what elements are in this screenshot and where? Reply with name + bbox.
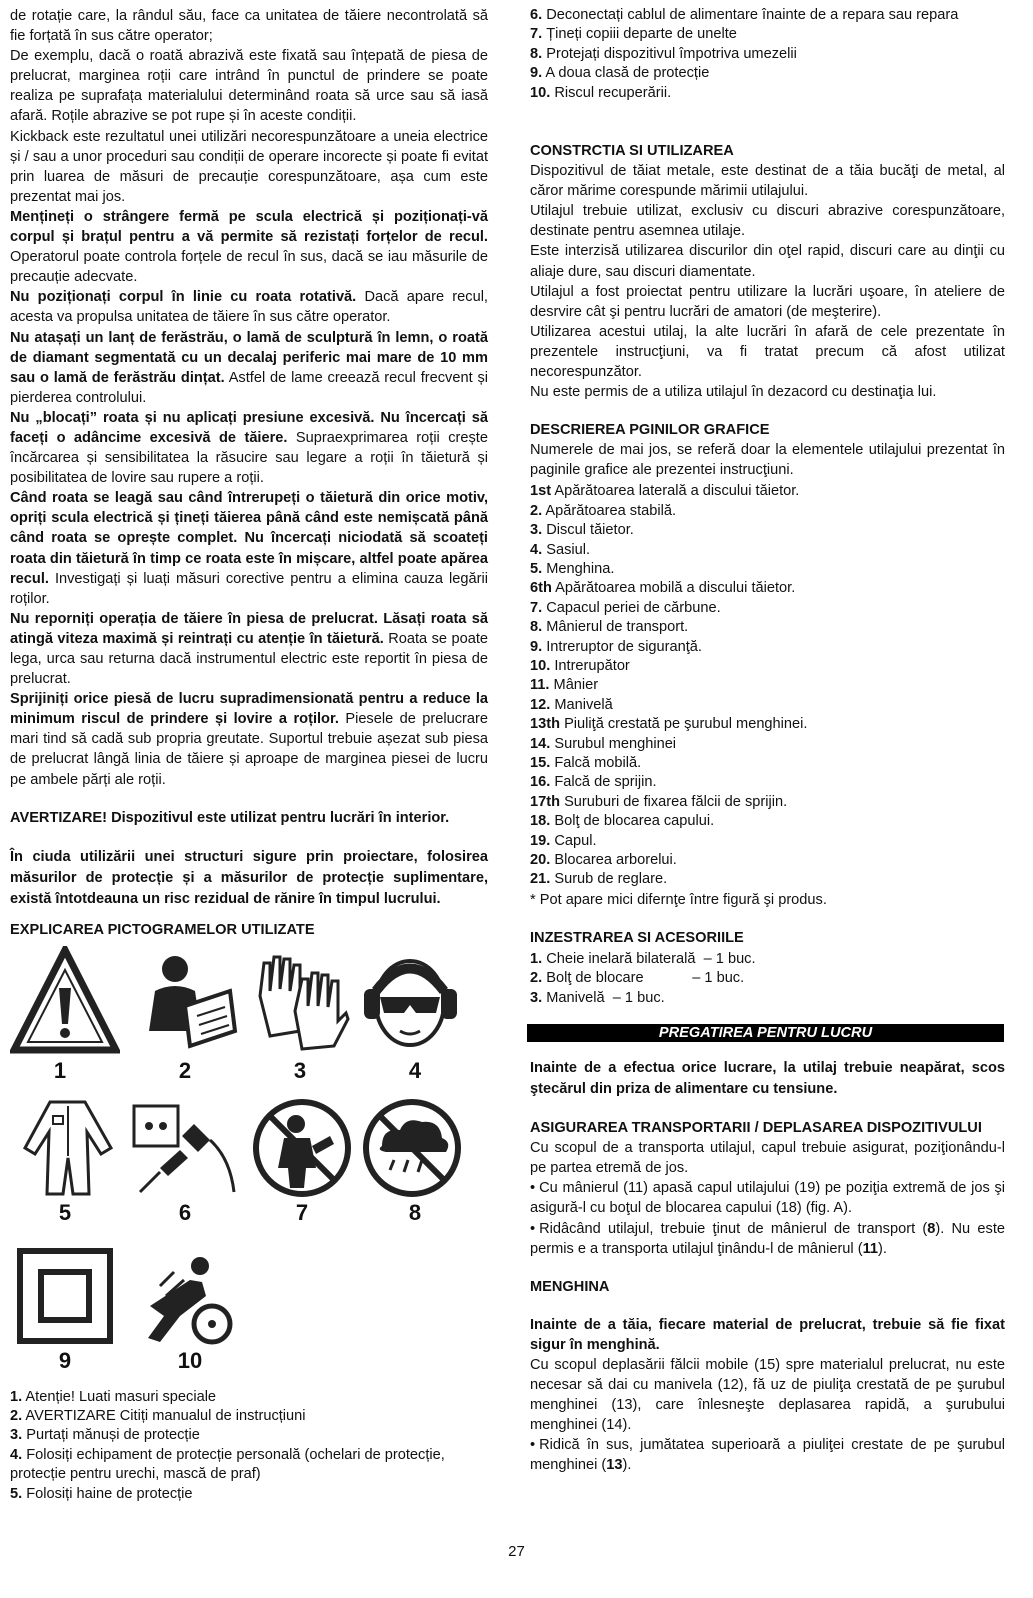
vise-warning: Inainte de a tăia, fiecare material de prelucrat, trebuie să fie fixat sigur în menghină. bbox=[530, 1316, 1005, 1353]
list-item: 8. Mânierul de transport. bbox=[530, 619, 689, 636]
list-item: 14. Surubul menghinei bbox=[530, 735, 677, 752]
preparation-warning: Inainte de a efectua orice lucrare, la utilaj trebuie neapărat, scos ştecărul din priza de alimentare cu tensiune. bbox=[530, 1060, 1005, 1098]
blades-rest: Astfel de lame creează recul frecvent și pierderea controlului. bbox=[10, 369, 488, 406]
list-item: 6th Apărătoarea mobilă a discului tăietor. bbox=[530, 580, 796, 597]
construction-paragraph: Dispozitivul de tăiat metale, este destinat de a tăia bucăţi de metal, al căror mărime corespunde mărimii utilajului. bbox=[530, 163, 1005, 200]
list-item: 20. Blocarea arborelui. bbox=[530, 852, 677, 869]
list-item: 1st Apărătoarea laterală a discului tăietor. bbox=[530, 483, 800, 500]
support-bold: Sprijiniți orice piesă de lucru supradimensionată pentru a reduce la minimum riscul de prindere și lovire a roților. bbox=[10, 691, 488, 728]
construction-paragraph: Utilizarea acestui utilaj, la alte lucrări în afară de cele prezentate în prezentele instrucţiuni, va fi tratat precum că afost utilizat necorespunzător. bbox=[530, 323, 1005, 380]
picto-number-2: 2 bbox=[178, 1057, 192, 1083]
construction-paragraph: Nu este permis de a utiliza utilajul în dezacord cu destinaţia lui. bbox=[530, 384, 937, 401]
list-item: 19. Capul. bbox=[530, 832, 597, 849]
paragraph-rotation: de rotație care, la rândul său, face ca unitatea de tăiere necontrolată să fie forțată în sus către operator; bbox=[10, 8, 488, 45]
pictogram-legend bbox=[10, 1388, 488, 1504]
jam-bold: Nu „blocați” roata și nu aplicați presiune excesivă. Nu încercați să faceți o adâncime excesivă de tăiere. bbox=[10, 409, 488, 446]
paragraph-grip bbox=[10, 207, 488, 287]
restart-bold: Nu reporniți operația de tăiere în piesa de prelucrat. Lăsați roata să atingă viteza maximă și reintrați cu atenție în tăietură. bbox=[10, 610, 488, 647]
list-item: 6. Deconectați cablul de alimentare înainte de a repara sau repara bbox=[530, 7, 959, 23]
paragraph-binding bbox=[10, 488, 488, 609]
kickback-risk-icon bbox=[130, 1246, 240, 1346]
list-item: 10. Riscul recuperării. bbox=[530, 84, 672, 101]
unplug-icon bbox=[130, 1098, 240, 1198]
section-banner: PREGATIREA PENTRU LUCRU bbox=[527, 1024, 1004, 1042]
paragraph-support bbox=[10, 689, 488, 789]
keep-children-away-icon bbox=[250, 1096, 355, 1200]
binding-rest: Investigați și luați măsuri corective pentru a elimina cauza legării roților. bbox=[10, 570, 488, 607]
list-item: 15. Falcă mobilă. bbox=[530, 755, 642, 772]
indoor-warning: AVERTIZARE! Dispozitivul este utilizat pentru lucrări în interior. bbox=[10, 809, 450, 826]
class-two-protection-icon bbox=[15, 1246, 115, 1346]
list-item: 5. Folosiți haine de protecție bbox=[10, 1485, 193, 1502]
construction-title: CONSTRCTIA SI UTILIZAREA bbox=[530, 143, 734, 160]
list-item: 3. Purtați mănuși de protecție bbox=[10, 1427, 200, 1444]
parts-note: * Pot apare mici difernţe între figură şi produs. bbox=[530, 891, 827, 908]
picto-number-1: 1 bbox=[53, 1057, 67, 1083]
picto-number-6: 6 bbox=[178, 1199, 192, 1225]
transport-title: ASIGURAREA TRANSPORTARII / DEPLASAREA DISPOZITIVULUI bbox=[530, 1120, 982, 1137]
transport-bullet: • Cu mânierul (11) apasă capul utilajului (19) pe poziţia extremă de jos şi asigură-l cu boţul de blocarea capului (18) (fig. A). bbox=[530, 1178, 1005, 1218]
construction-paragraph: Utilajul trebuie utilizat, exclusiv cu discuri abrazive corespunzătoare, destinate pentru asemnea utilaje. bbox=[530, 203, 1005, 240]
list-item: 7. Capacul periei de cărbune. bbox=[530, 599, 721, 616]
picto-number-5: 5 bbox=[58, 1199, 72, 1225]
jam-rest: Supraexprimarea roții crește încărcarea și sensibilitatea la răsucire sau legare a roții în tăietură și posibilitatea de lovire sau rupere a roții. bbox=[10, 429, 488, 487]
right-column bbox=[530, 6, 1005, 1476]
list-item: 7. Țineți copiii departe de unelte bbox=[530, 26, 737, 43]
parts-list bbox=[530, 482, 1005, 890]
residual-risk: În ciuda utilizării unei structuri sigure prin proiectare, folosirea măsurilor de protecție și a măsurilor de protecție suplimentare, există întotdeauna un risc rezidual de rănire în timpul lucrului. bbox=[10, 848, 488, 907]
grip-bold: Mențineți o strângere fermă pe scula electrică și poziționați-vă corpul și brațul pentru a vă permite să rezistați forțelor de recul. bbox=[10, 208, 488, 246]
protective-clothing-icon bbox=[15, 1098, 120, 1198]
vise-title: MENGHINA bbox=[530, 1278, 610, 1295]
list-item: 10. Intrerupător bbox=[530, 658, 630, 674]
restart-rest: Roata se poate lega, urca sau returna dacă instrumentul electric este reportit în piesa de prelucrat. bbox=[10, 630, 488, 688]
transport-paragraph: Cu scopul de a transporta utilajul, capul trebuie asigurat, poziţionându-l pe partea etremă de jos. bbox=[530, 1140, 1005, 1177]
list-item: 3. Discul tăietor. bbox=[530, 522, 634, 539]
binding-bold: Când roata se leagă sau când întrerupeți o tăietură din orice motiv, opriți scula electrică și țineți tăierea până când este nemișcată până când roata se oprește complet. Nu încercați niciodată să scoateți roata din tăietură în timp ce roata este în mișcare, altfel poate apărea recul. bbox=[10, 490, 488, 587]
list-item: 4. Sasiul. bbox=[530, 541, 591, 558]
vise-bullet: • Ridică în sus, jumătatea superioară a piuliţei crestate de pe şurubul menghinei (13). bbox=[530, 1435, 1005, 1475]
list-item: 18. Bolţ de blocarea capului. bbox=[530, 813, 715, 830]
pictogram-grid bbox=[10, 946, 470, 1386]
list-item: 16. Falcă de sprijin. bbox=[530, 774, 657, 791]
paragraph-blades bbox=[10, 328, 488, 408]
gloves-icon bbox=[250, 951, 350, 1051]
support-rest: Piesele de prelucrare mari tind să cadă sub propria greutate. Suportul trebuie așezat sub piesa de prelucrat lângă linia de tăiere și aproape de marginea piesei de lucru pe ambele părți ale roții. bbox=[10, 711, 489, 788]
left-column bbox=[10, 6, 488, 1504]
grip-rest: Operatorul poate controla forțele de recul în sus, dacă se iau măsurile de precauție adecvate. bbox=[10, 249, 488, 286]
list-item: 2. Apărătoarea stabilă. bbox=[530, 502, 677, 519]
description-title: DESCRIEREA PGINILOR GRAFICE bbox=[530, 422, 770, 439]
accessories-title: INZESTRAREA SI ACESORIILE bbox=[530, 929, 744, 946]
pictogram-legend-continued bbox=[530, 6, 1005, 103]
list-item: 1. Atenție! Luati masuri speciale bbox=[10, 1388, 217, 1405]
paragraph-body-position bbox=[10, 287, 488, 327]
list-item: 13th Piuliţă crestată pe şurubul menghinei. bbox=[530, 716, 808, 733]
list-item: 2. AVERTIZARE Citiți manualul de instrucțiuni bbox=[10, 1408, 306, 1425]
description-intro: Numerele de mai jos, se referă doar la elementele utilajului prezentat în paginile grafice ale prezentei instrucţiuni. bbox=[530, 442, 1005, 479]
list-item: 21. Surub de reglare. bbox=[530, 871, 668, 888]
list-item: 4. Folosiți echipament de protecție personală (ochelari de protecție, protecție pentru urechi, mască de praf) bbox=[10, 1446, 445, 1483]
picto-number-4: 4 bbox=[408, 1057, 422, 1083]
list-item: 5. Menghina. bbox=[530, 560, 615, 577]
page-number: 27 bbox=[508, 1543, 525, 1560]
accessories-list bbox=[530, 950, 1005, 1008]
blades-bold: Nu atașați un lanț de ferăstrău, o lamă de sculptură în lemn, o roată de diamant segmentată cu un decalaj periferic mai mare de 10 mm sau o lamă de ferăstrău dințat. bbox=[10, 329, 488, 386]
construction-paragraph: Utilajul a fost proiectat pentru utilizare la lucrări uşoare, în ateliere de desrvire cât şi pentru lucrări de amatori (de meşterire). bbox=[530, 283, 1005, 320]
paragraph-restart bbox=[10, 609, 488, 689]
list-item: 9. Intreruptor de siguranţă. bbox=[530, 638, 702, 655]
picto-number-7: 7 bbox=[295, 1199, 309, 1225]
list-item: 3. Manivelă – 1 buc. bbox=[530, 989, 665, 1006]
read-manual-icon bbox=[135, 951, 240, 1051]
picto-number-3: 3 bbox=[293, 1057, 307, 1083]
list-item: 2. Bolţ de blocare – 1 buc. bbox=[530, 970, 745, 987]
list-item: 17th Suruburi de fixarea fălcii de sprijin. bbox=[530, 793, 788, 810]
picto-number-9: 9 bbox=[58, 1347, 72, 1373]
paragraph-kickback: Kickback este rezultatul unei utilizări necorespunzătoare a uneia electrice și / sau a unor proceduri sau condiții de operare incorecte și poate fi evitat prin luarea de măsuri de precauție corespunzătoare, așa cum este prezentat mai jos. bbox=[10, 128, 488, 205]
paragraph-example: De exemplu, dacă o roată abrazivă este fixată sau înțepată de piesa de prelucrat, marginea roții care intrând în punctul de prindere se poate realiza pe suprafața materialului determinând roata să urce sau să iasă afară. Roțile abrazive se pot rupe și în aceste condiții. bbox=[10, 48, 488, 125]
list-item: 9. A doua clasă de protecție bbox=[530, 65, 710, 82]
pictogram-title: EXPLICAREA PICTOGRAMELOR UTILIZATE bbox=[10, 921, 315, 938]
body-position-bold: Nu poziționați corpul în linie cu roata rotativă. bbox=[10, 289, 357, 306]
construction-paragraph: Este interzisă utilizarea discurilor din oţel rapid, discuri care au dinţii cu aliaje dure, sau discuri diamentate. bbox=[530, 243, 1005, 280]
vise-paragraph: Cu scopul deplasării fălcii mobile (15) spre materialul prelucrat, nu este necesar să dai cu manivela (12), fă uz de piuliţa crestată de pe şurubul menghinei (13), care înlesneşte deplasarea rapidă, a şurubului menghinei (14). bbox=[530, 1356, 1005, 1434]
protective-equipment-icon bbox=[358, 951, 463, 1051]
transport-bullet: • Ridâcând utilajul, trebuie ţinut de mânierul de transport (8). Nu este permis e a transporta utilajul ţinându-l de mânierul (11). bbox=[530, 1219, 1005, 1259]
protect-from-moisture-icon bbox=[360, 1096, 465, 1200]
picto-number-8: 8 bbox=[408, 1199, 422, 1225]
picto-number-10: 10 bbox=[177, 1347, 203, 1373]
list-item: 11. Mânier bbox=[530, 677, 599, 694]
list-item: 12. Manivelă bbox=[530, 696, 613, 713]
paragraph-jam bbox=[10, 408, 488, 488]
list-item: 1. Cheie inelară bilaterală – 1 buc. bbox=[530, 950, 756, 967]
list-item: 8. Protejați dispozitivul împotriva umezelii bbox=[530, 45, 797, 62]
attention-icon bbox=[10, 946, 120, 1056]
body-position-rest: Dacă apare recul, acesta va propulsa unitatea de tăiere în sus către operator. bbox=[10, 289, 488, 326]
